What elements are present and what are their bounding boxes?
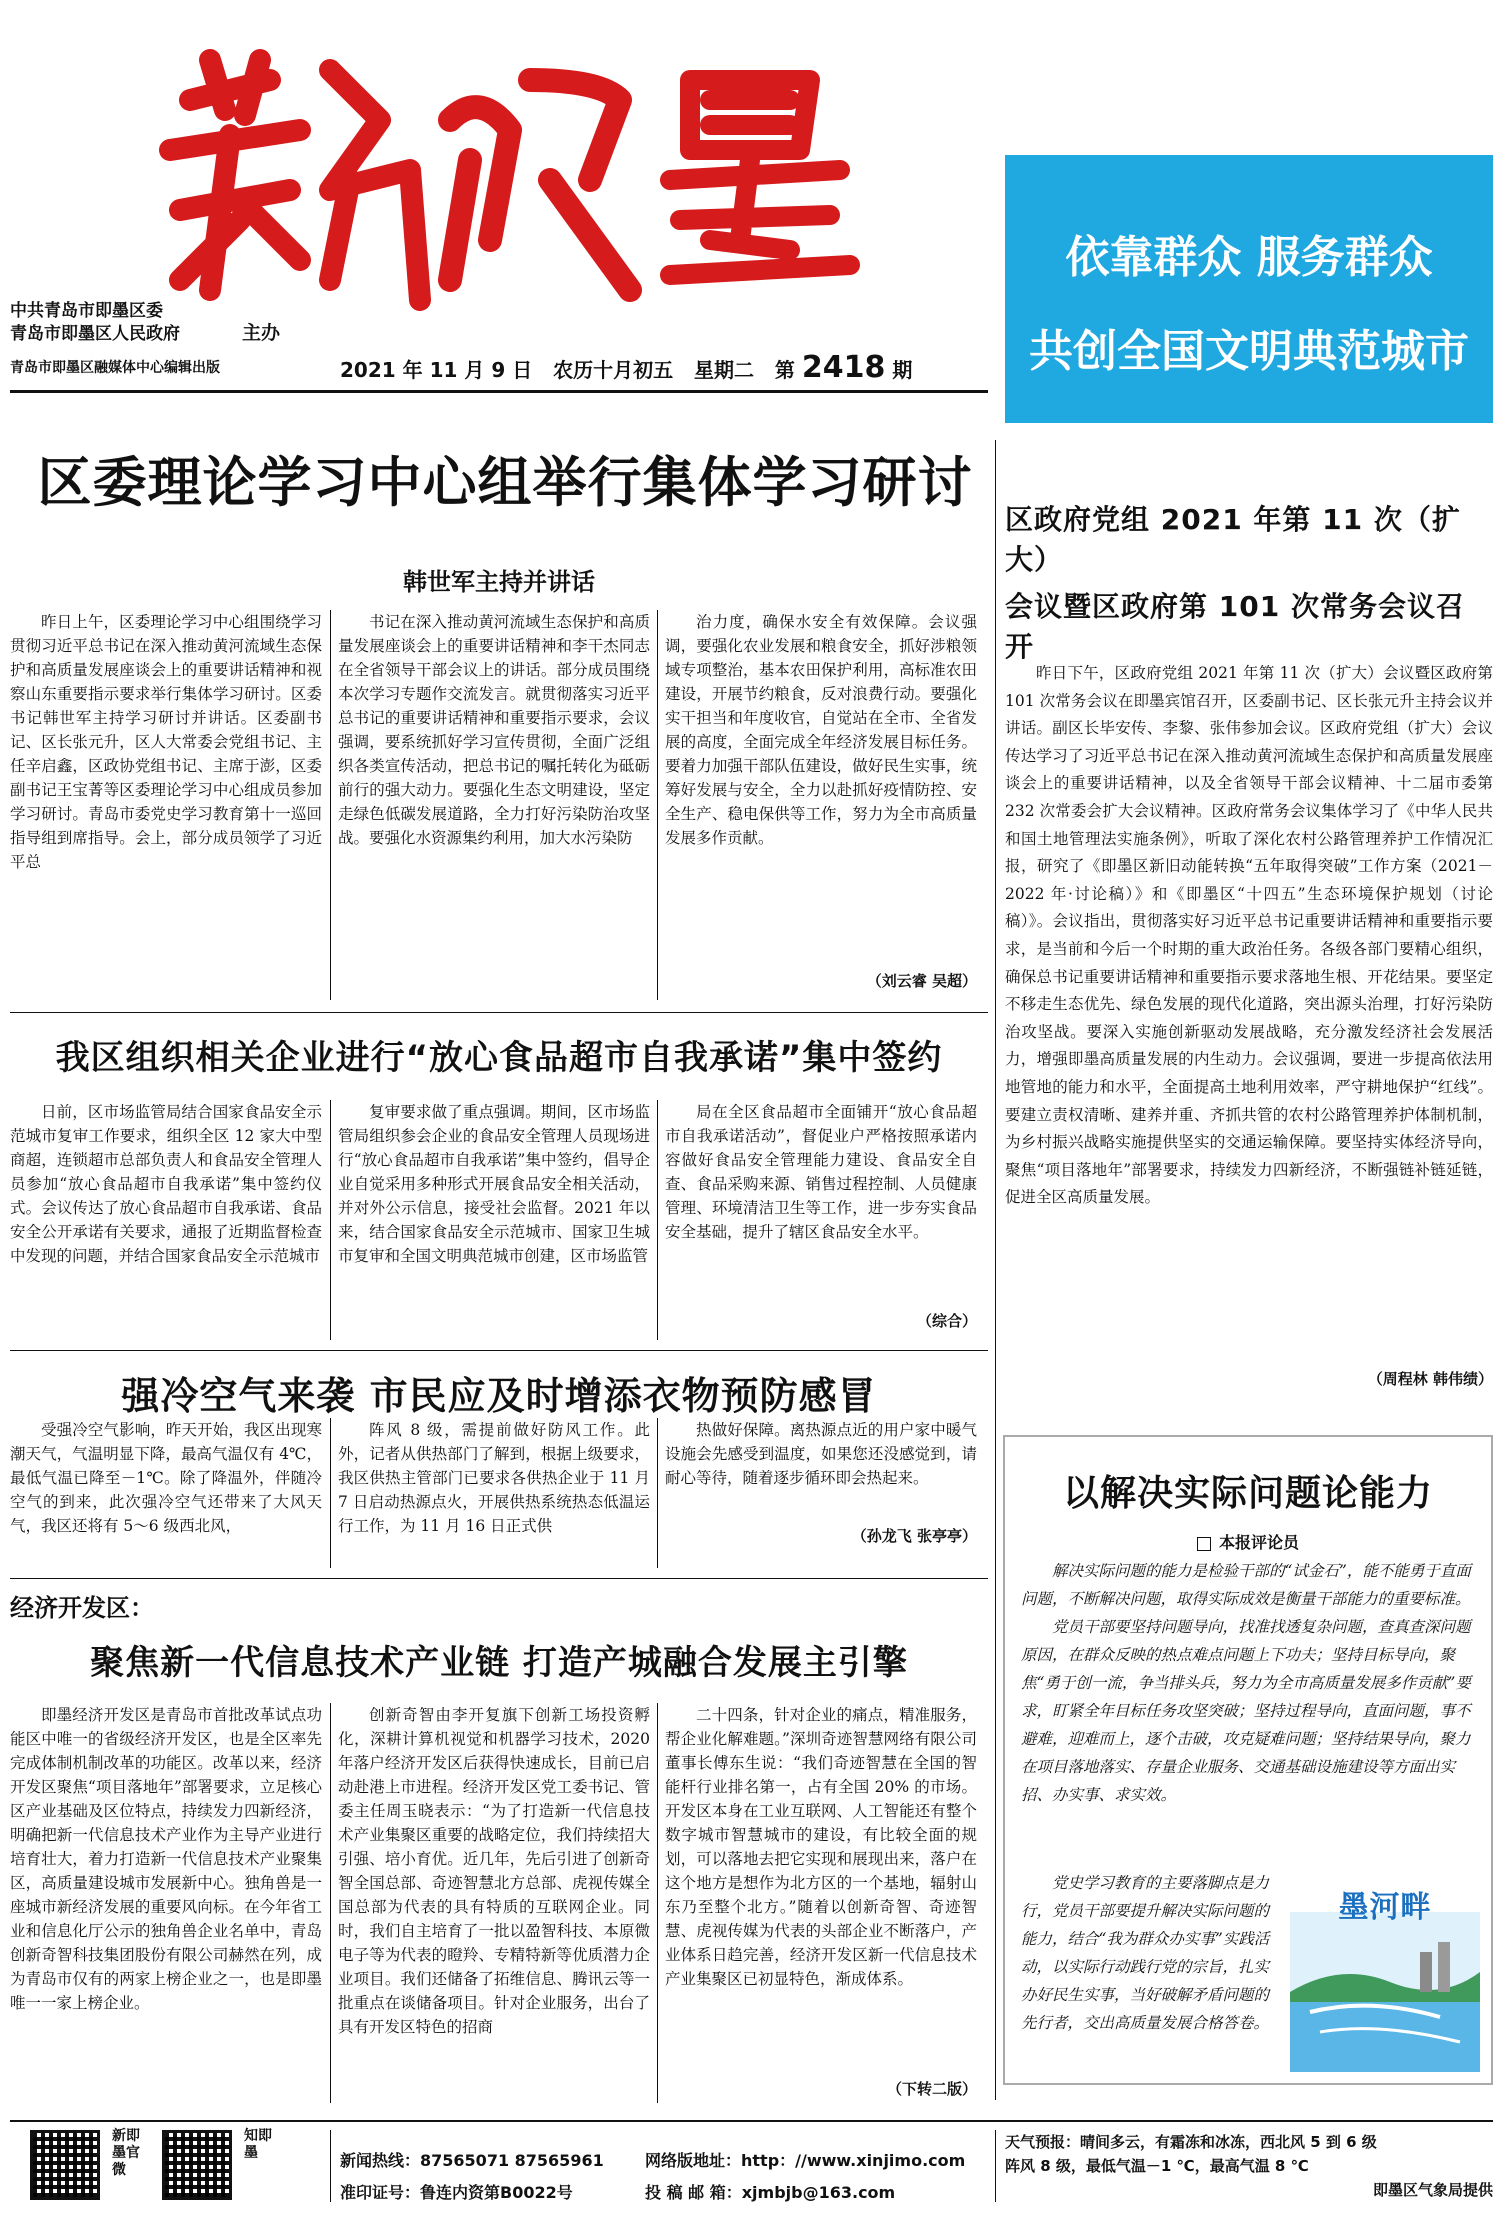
commentary-body-top	[1021, 1557, 1477, 1867]
weather-line1: 天气预报：晴间多云，有霜冻和冰冻，西北风 5 到 6 级	[1005, 2133, 1377, 2151]
article1-col2-text: 书记在深入推动黄河流域生态保护和高质量发展座谈会上的重要讲话精神和李干杰同志在全省领导干部会议上的讲话。部分成员围绕本次学习专题作交流发言。就贯彻落实习近平总书记的重要讲话精神和重要指示要求，会议强调，要系统抓好学习宣传贯彻，全面广泛组织各类宣传活动，把总书记的嘱托转化为砥砺前行的强大动力。要强化生态文明建设，坚定走绿色低碳发展道路，全力打好污染防治攻坚战。要强化水资源集约利用，加大水污染防	[338, 613, 650, 847]
article1-col3	[665, 610, 977, 960]
article5-col3-text: 二十四条，针对企业的痛点，精准服务，帮企业化解难题。”深圳奇迹智慧网络有限公司董事长傅东生说：“我们奇迹智慧在全国的智能杆行业排名第一，占有全国 20% 的市场。开发区本身在工业互联网、人工智能还有整个数字城市智慧城市的建设，有比较全面的规划，可以落地去把它实现和展现出来，落户在这个地方是想作为北方区的一个基地，辐射山东乃至整个北方。”随着以创新奇智、奇迹智慧、虎视传媒为代表的头部企业不断落户，产业体系日趋完善，经济开发区新一代信息技术产业集聚区已初显特色，渐成体系。	[665, 1706, 977, 1988]
article2-body-text: 昨日下午，区政府党组 2021 年第 11 次（扩大）会议暨区政府第 101 次常务会议在即墨宾馆召开，区委副书记、区长张元升主持会议并讲话。副区长毕安传、李黎、张伟参加会议。区政府党组（扩大）会议传达学习了习近平总书记在深入推动黄河流域生态保护和高质量发展座谈会上的重要讲话精神，以及全省领导干部会议精神、十二届市委第 232 次常委会扩大会议精神。区政府常务会议集体学习了《中华人民共和国土地管理法实施条例》，听取了深化农村公路管理养护工作情况汇报，研究了《即墨区新旧动能转换“五年取得突破”工作方案（2021－2022 年·讨论稿）》和《即墨区“十四五”生态环境保护规划（讨论稿）》。会议指出，贯彻落实好习近平总书记重要讲话精神和重要指示要求，是当前和今后一个时期的重大政治任务。各级各部门要精心组织，确保总书记重要讲话精神和重要指示要求落地生根、开花结果。要坚定不移走生态优先、绿色发展的现代化道路，突出源头治理，打好污染防治攻坚战。要深入实施创新驱动发展战略，充分激发经济社会发展活力，增强即墨高质量发展的内生动力。会议强调，要进一步提高依法用地管地的能力和水平，全面提高土地利用效率，严守耕地保护“红线”。要建立责权清晰、建养并重、齐抓共管的农村公路管理养护体制机制，为乡村振兴战略实施提供坚实的交通运输保障。要坚持实体经济导向，聚焦“项目落地年”部署要求，持续发力四新经济，不断强链补链延链，促进全区高质量发展。	[1005, 664, 1493, 1207]
section-divider	[10, 1350, 988, 1351]
column-divider	[657, 1418, 658, 1568]
weekday: 星期二	[694, 358, 755, 382]
commentary-p2: 党员干部要坚持问题导向，找准找透复杂问题，查真查深问题原因，在群众反映的热点难点问题上下功夫；坚持目标导向，聚焦“勇于创一流，争当排头兵，努力为全市高质量发展多作贡献”要求，盯紧全年目标任务攻坚突破；坚持过程导向，直面问题，事不避难，迎难而上，逐个击破，攻克疑难问题；坚持结果导向，聚力在项目落地落实、存量企业服务、交通基础设施建设等方面出实招、办实事、求实效。	[1021, 1618, 1471, 1804]
issue-suffix: 期	[892, 358, 913, 382]
slogan-box	[1005, 155, 1493, 423]
article3-col1	[10, 1100, 322, 1340]
weather-source: 即墨区气象局提供	[1372, 2181, 1493, 2199]
web-label: 网络版地址：	[645, 2151, 742, 2170]
permit-label: 准印证号：	[340, 2183, 421, 2202]
organizers	[10, 300, 180, 346]
commentary-body-bottom	[1021, 1869, 1283, 2079]
publisher: 青岛市即墨区融媒体中心编辑出版	[10, 360, 220, 376]
qr2-label: 知即墨	[244, 2128, 272, 2161]
commentary-box	[1003, 1435, 1493, 2085]
article5-col1-text: 即墨经济开发区是青岛市首批改革试点功能区中唯一的省级经济开发区，也是全区率先完成体制机制改革的功能区。改革以来，经济开发区聚焦“项目落地年”部署要求，立足核心区产业基础及区位特点，持续发力四新经济，明确把新一代信息技术产业作为主导产业进行培育壮大，着力打造新一代信息技术产业聚集区，高质量建设城市发展新中心。独角兽是一座城市新经济发展的重要风向标。在今年省工业和信息化厅公示的独角兽企业名单中，青岛创新奇智科技集团股份有限公司赫然在列，成为青岛市仅有的两家上榜企业之一，也是即墨唯一一家上榜企业。	[10, 1706, 322, 2012]
email	[645, 2180, 895, 2203]
article1-headline: 区委理论学习中心组举行集体学习研讨	[37, 451, 973, 514]
header-rule	[10, 390, 988, 393]
article4-col3	[665, 1418, 977, 1523]
email-link[interactable]: xjmbjb@163.com	[741, 2183, 896, 2202]
column-divider	[330, 1418, 331, 1568]
article5-col2-text: 创新奇智由李开复旗下创新工场投资孵化，深耕计算机视觉和机器学习技术，2020 年落户经济开发区后获得快速成长，目前已启动赴港上市进程。经济开发区党工委书记、管委主任周玉晓表示：“为了打造新一代信息技术产业集聚区重要的战略定位，我们持续招大引强、培小育优。近几年，先后引进了创新奇智全国总部、奇迹智慧北方总部、虎视传媒全国总部为代表的具有特质的互联网企业。同时，我们自主培育了一批以盈智科技、本原微电子等为代表的瞪羚、专精特新等优质潜力企业项目。我们还储备了拓维信息、腾讯云等一批重点在谈储备项目。针对企业服务，出台了具有开发区特色的招商	[338, 1706, 650, 2036]
web-address	[645, 2148, 965, 2171]
slogan-line2: 共创全国文明典范城市	[1029, 326, 1469, 377]
column-logo	[1290, 1882, 1480, 2072]
article2-byline: （周程林 韩伟绩）	[1367, 1370, 1493, 1388]
section-divider	[10, 1578, 988, 1579]
column-divider	[330, 1703, 331, 2103]
weather-forecast	[1005, 2130, 1493, 2202]
article3-headline: 我区组织相关企业进行“放心食品超市自我承诺”集中签约	[55, 1038, 943, 1078]
article3-col2-text: 复审要求做了重点强调。期间，区市场监管局组织参会企业的食品安全管理人员现场进行“放心食品超市自我承诺”集中签约，倡导企业自觉采用多种形式开展食品安全相关活动，并对外公示信息，接受社会监督。2021 年以来，结合国家食品安全示范城市、国家卫生城市复审和全国文明典范城市创建，区市场监管	[338, 1103, 650, 1265]
article5-col3	[665, 1703, 977, 2075]
commentary-author-text: 本报评论员	[1218, 1533, 1299, 1552]
article1-col2	[338, 610, 650, 998]
qr1-label: 新即墨官微	[112, 2128, 140, 2178]
commentary-author	[1005, 1530, 1491, 1553]
article3-col3	[665, 1100, 977, 1296]
footer-divider	[995, 2130, 996, 2202]
permit	[340, 2180, 573, 2203]
article4-col2	[338, 1418, 650, 1568]
article1-col1-text: 昨日上午，区委理论学习中心组围绕学习贯彻习近平总书记在深入推动黄河流域生态保护和高质量发展座谈会上的重要讲话精神和视察山东重要指示要求举行集体学习研讨。区委书记韩世军主持学习研讨并讲话。区委副书记、区长张元升，区人大常委会党组书记、主任辛启鑫，区政协党组书记、主席于澎，区委副书记王宝菁等区委理论学习中心组成员参加学习研讨。青岛市委党史学习教育第十一巡回指导组到席指导。会上，部分成员领学了习近平总	[10, 613, 322, 871]
article1-col3-text: 治力度，确保水安全有效保障。会议强调，要强化农业发展和粮食安全，抓好涉粮领域专项整治，基本农田保护利用，高标准农田建设，开展节约粮食，反对浪费行动。要强化实干担当和年度收官，自觉站在全市、全省发展的高度，全面完成全年经济发展目标任务。要着力加强干部队伍建设，做好民生实事，统筹好发展与安全，全力以赴抓好疫情防控、安全生产、稳电保供等工作，努力为全市高质量发展多作贡献。	[665, 613, 977, 847]
masthead-logo	[150, 40, 870, 320]
article1-col1	[10, 610, 322, 998]
article4-col2-text: 阵风 8 级，需提前做好防风工作。此外，记者从供热部门了解到，根据上级要求，我区供热主管部门已要求各供热企业于 11 月 7 日启动热源点火，开展供热系统热态低温运行工作，为 11 月 16 日正式供	[338, 1421, 650, 1535]
article5-col2	[338, 1703, 650, 2103]
issue-number: 2418	[801, 350, 886, 385]
email-label: 投 稿 邮 箱：	[645, 2183, 742, 2202]
article1-subhead: 韩世军主持并讲话	[403, 568, 595, 596]
commentary-headline: 以解决实际问题论能力	[1062, 1473, 1433, 1514]
web-link[interactable]: http：//www.xinjimo.com	[741, 2151, 966, 2170]
hotline-label: 新闻热线：	[340, 2151, 421, 2170]
article4-col1-text: 受强冷空气影响，昨天开始，我区出现寒潮天气，气温明显下降，最高气温仅有 4℃，最低气温已降至－1℃。除了降温外，伴随冷空气的到来，此次强冷空气还带来了大风天气，我区还将有 5～6 级西北风，	[10, 1421, 322, 1535]
article5-col1	[10, 1703, 322, 2103]
article5-kicker: 经济开发区：	[10, 1594, 154, 1622]
article4-byline: （孙龙飞 张亭亭）	[851, 1527, 977, 1545]
issue-date: 2021 年 11 月 9 日	[340, 358, 533, 382]
article2-body	[1005, 660, 1493, 1360]
footer-rule	[10, 2120, 1493, 2122]
column-divider	[657, 1100, 658, 1340]
column-divider	[330, 1100, 331, 1340]
qr-code-icon[interactable]	[162, 2130, 232, 2200]
footer-divider	[330, 2130, 331, 2202]
sponsor-label: 主办	[242, 322, 281, 344]
article4-headline: 强冷空气来袭 市民应及时增添衣物预防感冒	[121, 1374, 877, 1418]
article2-headline-line2: 会议暨区政府第 101 次常务会议召开	[1005, 590, 1465, 663]
qr-code-icon[interactable]	[30, 2130, 100, 2200]
column-divider	[330, 610, 331, 1000]
commentary-p1: 解决实际问题的能力是检验干部的“试金石”，能不能勇于直面问题，不断解决问题，取得实际成效是衡量干部能力的重要标准。	[1021, 1562, 1471, 1608]
article3-col1-text: 日前，区市场监管局结合国家食品安全示范城市复审工作要求，组织全区 12 家大中型商超，连锁超市总部负责人和食品安全管理人员参加“放心食品超市自我承诺”集中签约仪式。会议传达了放心食品超市自我承诺、食品安全公开承诺有关要求，通报了近期监督检查中发现的问题，并结合国家食品安全示范城市	[10, 1103, 322, 1265]
right-column-divider	[995, 440, 996, 2100]
weather-line2: 阵风 8 级，最低气温－1 ℃，最高气温 8 ℃	[1005, 2157, 1309, 2175]
commentary-p3: 党史学习教育的主要落脚点是力行，党员干部要提升解决实际问题的能力，结合“我为群众办实事”实践活动，以实际行动践行党的宗旨，扎实办好民生实事，当好破解矛盾问题的先行者，交出高质量发展合格答卷。	[1021, 1874, 1270, 2032]
article2-headline-line1: 区政府党组 2021 年第 11 次（扩大）	[1005, 503, 1461, 576]
lunar-date: 农历十月初五	[553, 358, 674, 382]
organizer-government: 青岛市即墨区人民政府	[10, 324, 180, 344]
issue-prefix: 第	[774, 358, 795, 382]
hotline	[340, 2148, 604, 2171]
article4-col1	[10, 1418, 322, 1568]
article5-byline: （下转二版）	[886, 2080, 977, 2098]
article3-col2	[338, 1100, 650, 1340]
article1-byline: （刘云睿 吴超）	[866, 972, 977, 990]
article5-headline: 聚焦新一代信息技术产业链 打造产城融合发展主引擎	[90, 1643, 908, 1683]
section-divider	[10, 1012, 988, 1013]
date-line	[340, 350, 912, 385]
article4-col3-text: 热做好保障。离热源点近的用户家中暖气设施会先感受到温度，如果您还没感觉到，请耐心等待，随着逐步循环即会热起来。	[665, 1421, 977, 1487]
article3-col3-text: 局在全区食品超市全面铺开“放心食品超市自我承诺活动”，督促业户严格按照承诺内容做好食品安全管理能力建设、食品安全自查、食品采购来源、销售过程控制、人员健康管理、环境清洁卫生等工作，进一步夯实食品安全基础，提升了辖区食品安全水平。	[665, 1103, 977, 1241]
masthead-calligraphy	[150, 40, 870, 320]
slogan-line1: 依靠群众 服务群众	[1065, 232, 1433, 283]
column-divider	[657, 610, 658, 1000]
hotline-numbers: 87565071 87565961	[420, 2151, 604, 2170]
permit-number: 鲁连内资第B0022号	[420, 2183, 573, 2202]
column-divider	[657, 1703, 658, 2103]
organizer-party: 中共青岛市即墨区委	[10, 301, 163, 321]
article3-byline: （综合）	[916, 1312, 977, 1330]
square-icon	[1197, 1537, 1211, 1551]
column-logo-text: 墨河畔	[1338, 1890, 1432, 1925]
